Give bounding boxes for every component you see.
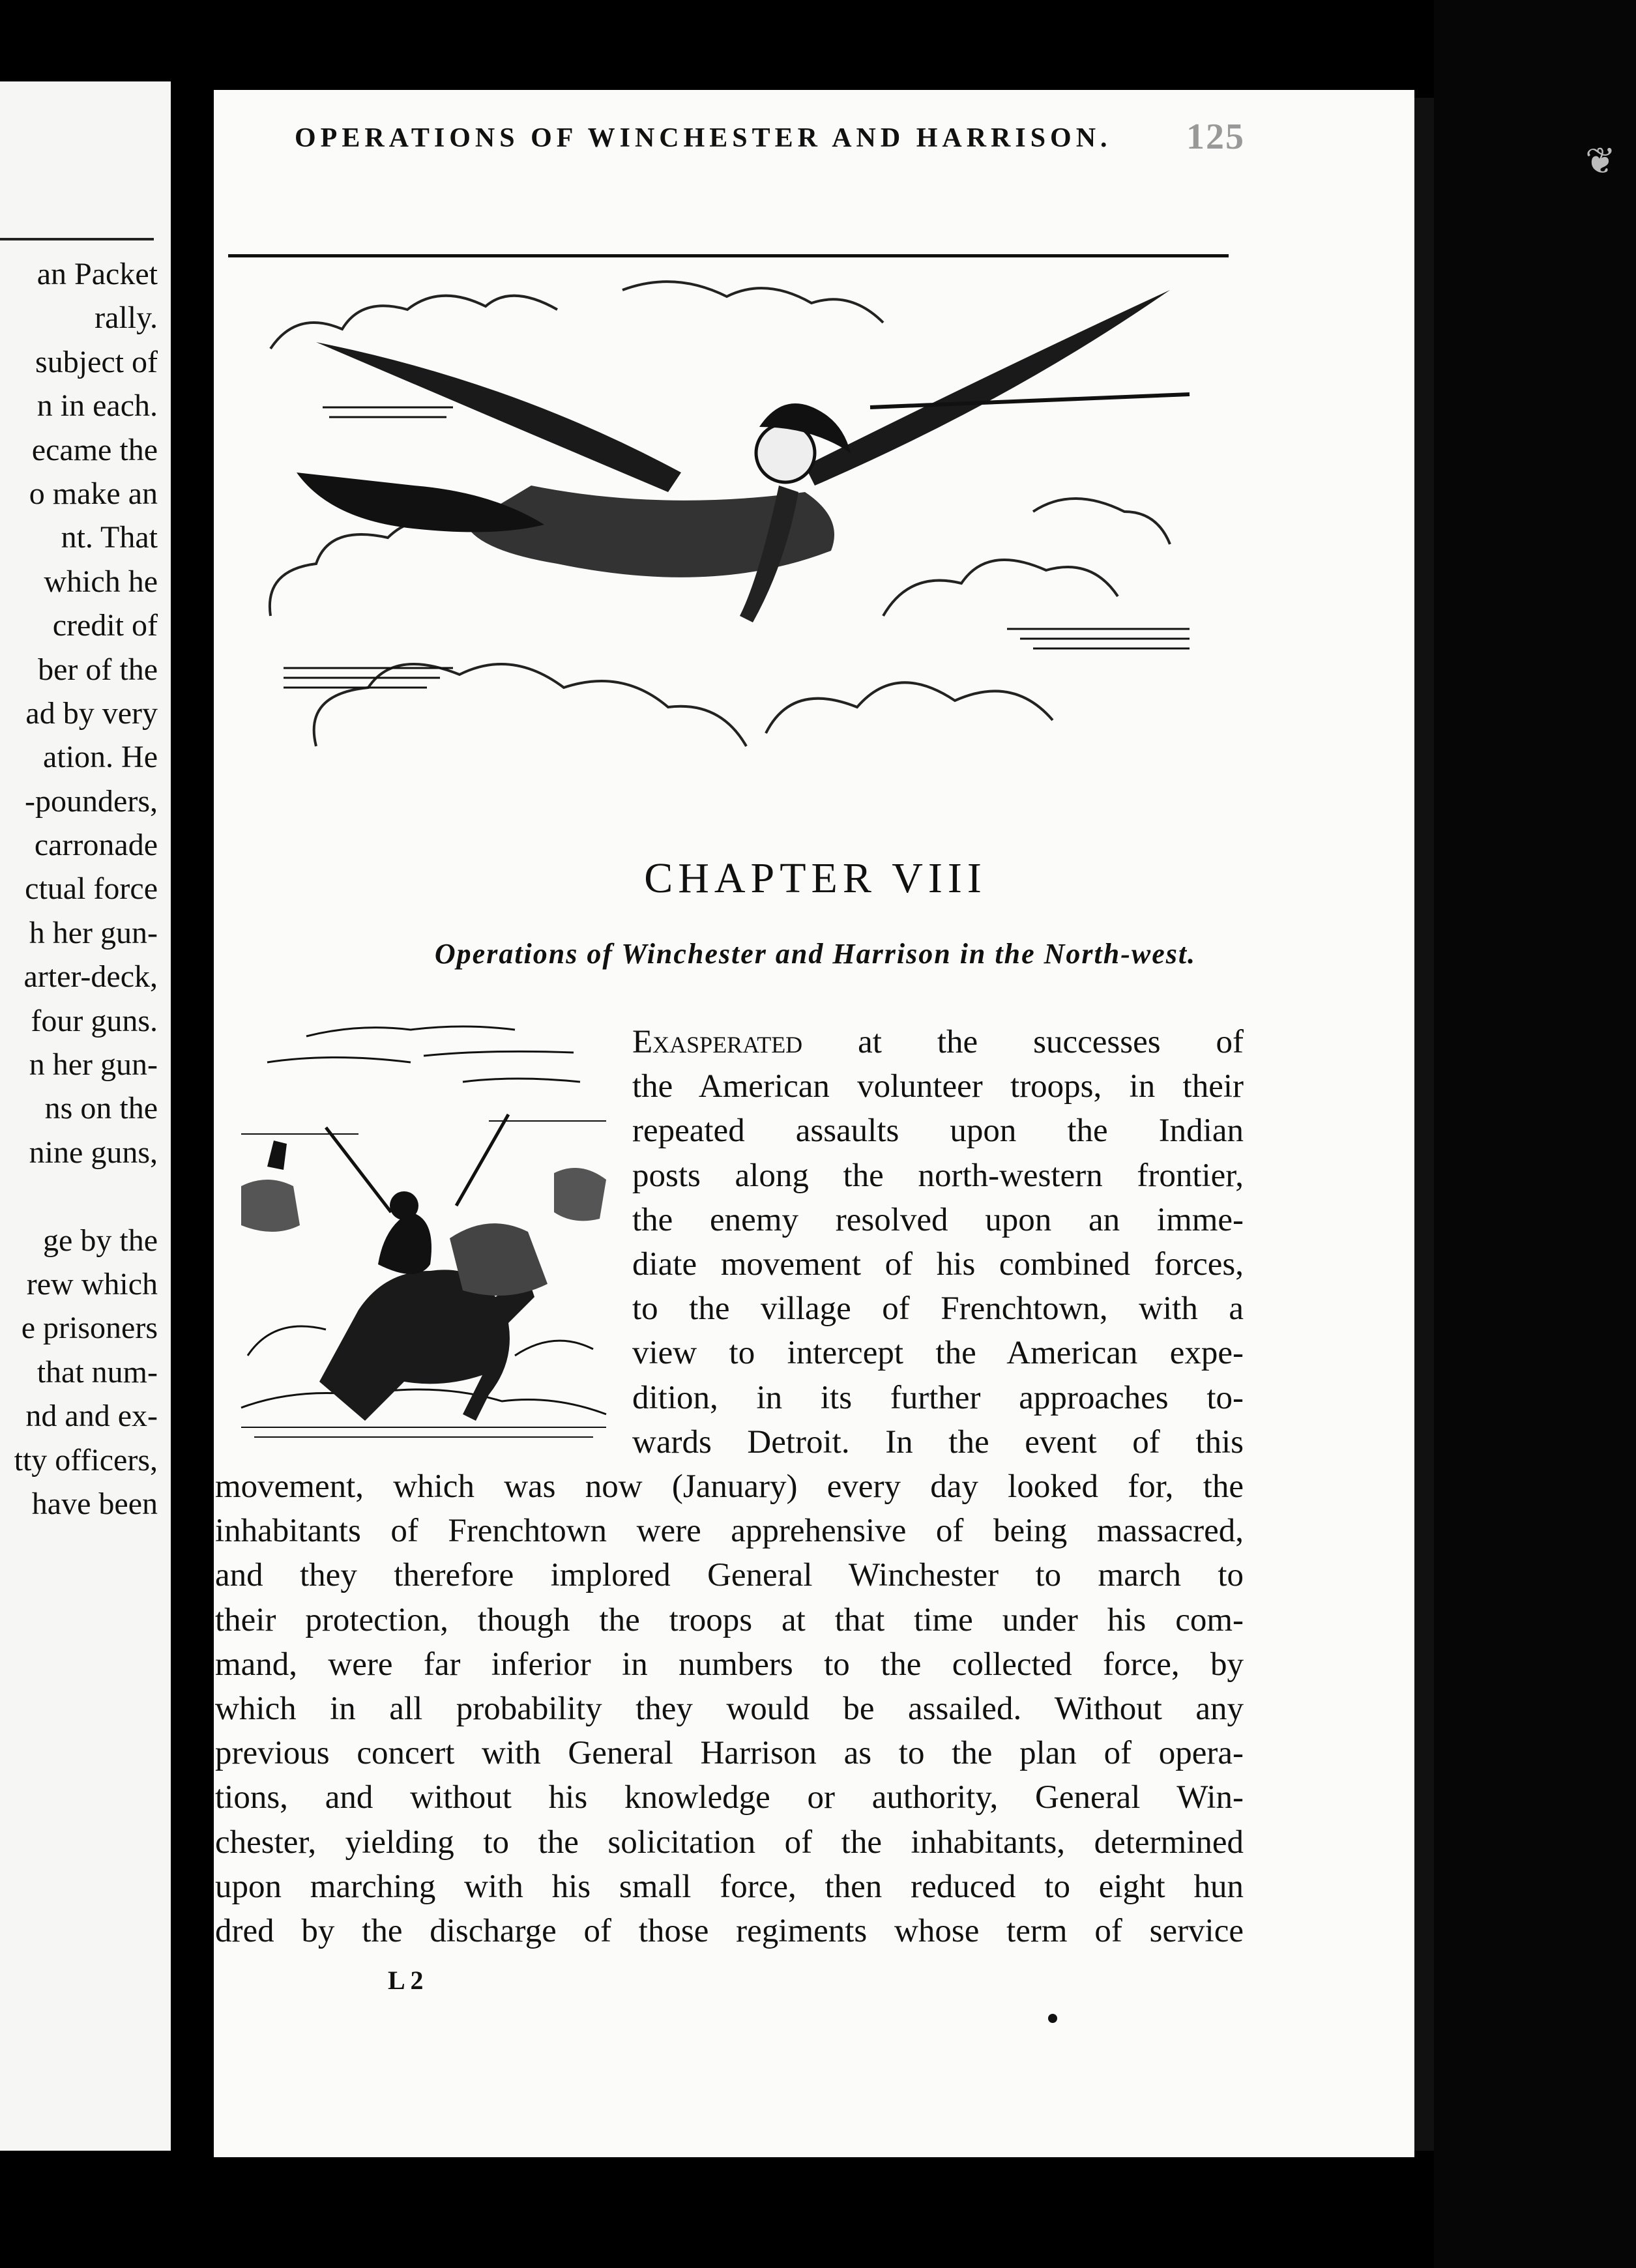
facing-page-line: o make an [29,476,158,511]
facing-page-line: subject of [35,344,158,379]
body-line: wards Detroit. In the event of this [632,1423,1244,1461]
chapter-title: CHAPTER VIII [644,854,987,902]
facing-page-line: ge by the [43,1223,158,1258]
facing-page-rule [0,238,154,240]
cavalry-battle-engraving [228,1017,622,1447]
facing-page-line: ation. He [43,740,158,775]
body-line: tions, and without his knowledge or authority, General Win- [215,1779,1244,1816]
facing-page-line [0,1174,158,1218]
binding-ornament-icon: ❦ [1585,141,1616,182]
facing-page-line: rew which [26,1266,158,1301]
running-header [295,117,1246,157]
chapter-subtitle: Operations of Winchester and Harrison in the North-west. [434,938,1197,970]
facing-page-line: that num- [37,1354,158,1389]
body-line: repeated assaults upon the Indian [632,1112,1244,1150]
body-line: posts along the north-western frontier, [632,1157,1244,1194]
facing-page-line: arter-deck, [23,959,158,995]
body-line: diate movement of his combined forces, [632,1246,1244,1283]
page-number: 125 [1186,117,1245,157]
body-line: chester, yielding to the solicitation of the inhabitants, determined [215,1824,1244,1861]
body-line: their protection, though the troops at that time under his com- [215,1601,1244,1638]
book-binding [1434,0,1636,2268]
facing-page [0,81,171,2151]
page-speck [1048,2014,1057,2023]
facing-page-line: an Packet [37,257,158,291]
facing-page-line: ns on the [44,1091,158,1126]
body-line: upon marching with his small force, then reduced to eight hun [215,1868,1244,1905]
body-line: mand, were far inferior in numbers to the collected force, by [215,1646,1244,1683]
facing-page-line: n her gun- [29,1047,158,1083]
facing-page-line: which he [44,564,158,599]
facing-page-line: ctual force [25,871,158,907]
flying-figure-engraving [257,277,1203,808]
body-line: inhabitants of Frenchtown were apprehensive of being massacred, [215,1513,1244,1550]
facing-page-line: have been [31,1486,158,1521]
facing-page-line: rally. [95,300,158,336]
facing-page-line: nine guns, [29,1135,158,1170]
lead-word: Exasperated [632,1024,803,1060]
facing-page-line: tty officers, [14,1442,158,1477]
body-line: movement, which was now (January) every day looked for, the [215,1468,1244,1505]
body-line: view to intercept the American expe- [632,1335,1244,1372]
facing-page-line: ber of the [38,652,158,687]
facing-page-line: h her gun- [29,915,158,950]
body-line: dition, in its further approaches to- [632,1379,1244,1416]
body-line: which in all probability they would be assailed. Without any [215,1691,1244,1727]
facing-page-line: credit of [52,608,158,643]
body-line: previous concert with General Harrison as to the plan of opera- [215,1735,1244,1772]
facing-page-line: ad by very [25,695,158,731]
body-line-text: at the successes of [802,1024,1244,1060]
facing-page-line: carronade [34,828,158,863]
facing-page-line: nd and ex- [25,1399,158,1434]
facing-page-line: nt. That [61,520,158,555]
running-title: OPERATIONS OF WINCHESTER AND HARRISON. [295,123,1112,153]
header-rule [228,254,1229,257]
facing-page-line: four guns. [31,1003,158,1038]
body-line: the American volunteer troops, in their [632,1068,1244,1105]
facing-page-line: e prisoners [21,1311,158,1346]
facing-page-line: n in each. [37,388,158,424]
signature-mark: L 2 [388,1966,424,1995]
body-line: dred by the discharge of those regiments whose term of service [215,1913,1244,1949]
facing-page-line: ecame the [31,432,158,467]
page-edge [1414,98,1434,2151]
facing-page-text [0,252,158,1526]
body-line: the enemy resolved upon an imme- [632,1201,1244,1238]
facing-page-line: -pounders, [25,783,158,819]
body-line: and they therefore implored General Winchester to march to [215,1557,1244,1594]
body-line [632,1020,1244,1064]
body-line: to the village of Frenchtown, with a [632,1290,1244,1328]
